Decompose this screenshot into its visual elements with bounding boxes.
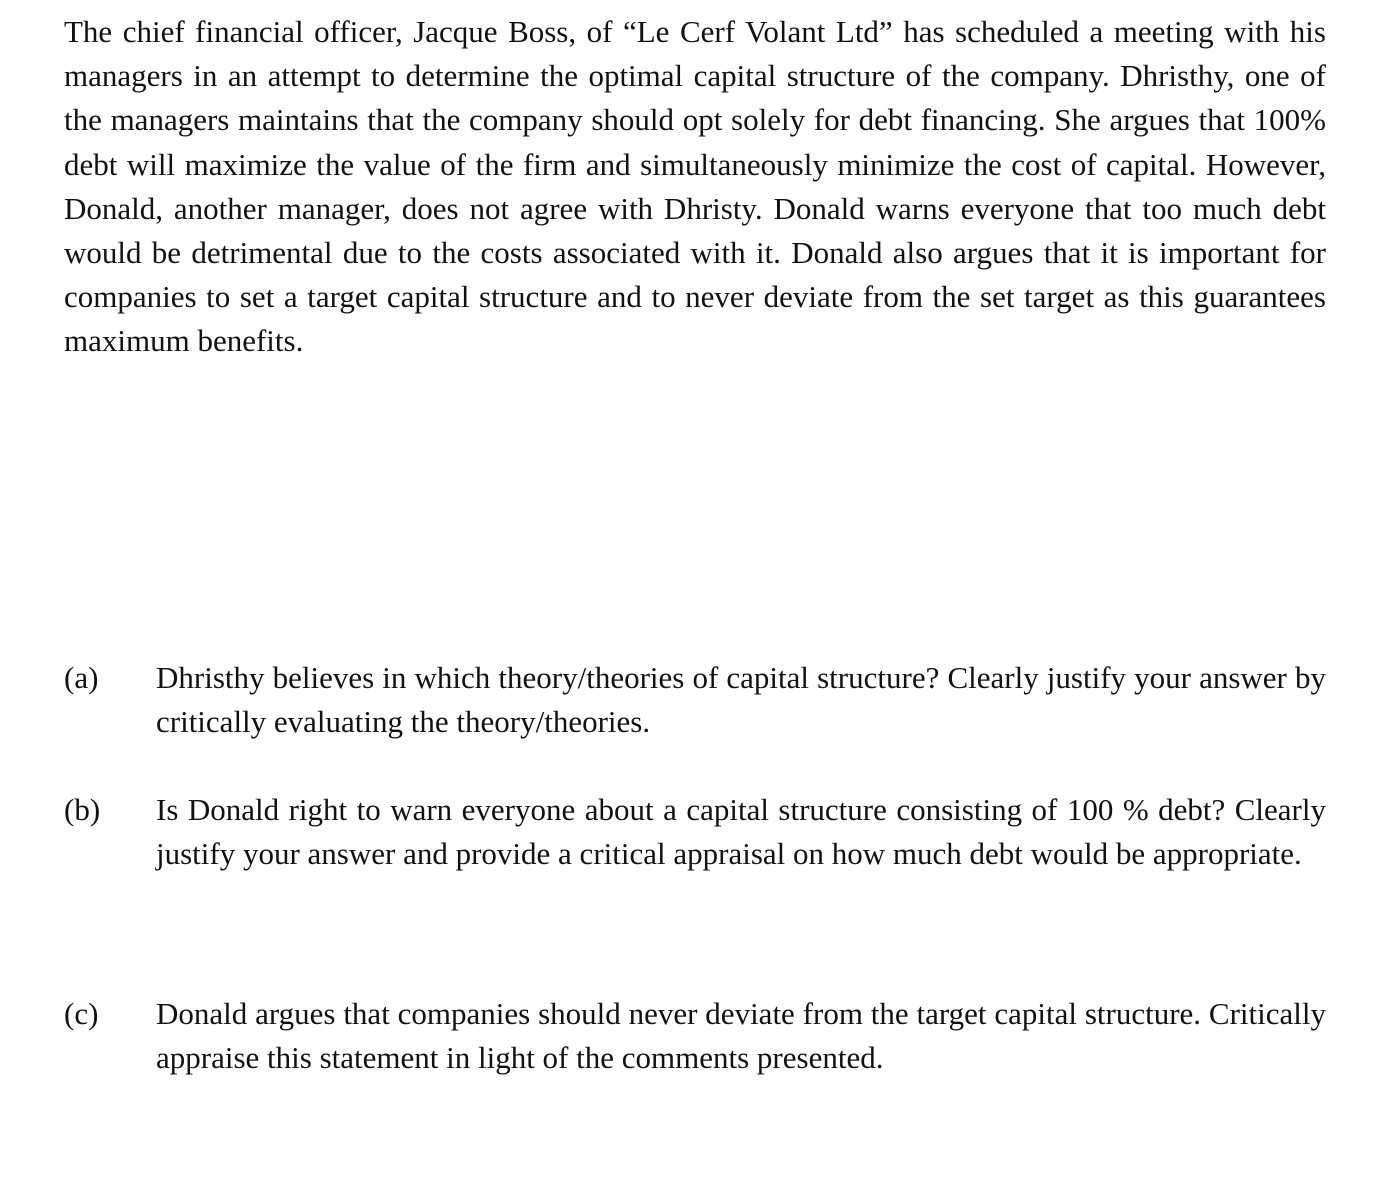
question-b-text: Is Donald right to warn everyone about a capital structure consisting of 100 % debt? Clearly justify your answer and provide a critical appraisal on how much debt would be appropriate. bbox=[156, 792, 1326, 872]
question-b-label: (b) bbox=[64, 792, 101, 827]
intro-paragraph: The chief financial officer, Jacque Boss, of “Le Cerf Volant Ltd” has scheduled a meeting with his managers in an attempt to determine the optimal capital structure of the company. Dhristhy, one of the managers maintains that the company should opt solely for debt financing. She argues that 100% debt will maximize the value of the firm and simultaneously minimize the cost of capital. However, Donald, another manager, does not agree with Dhristy. Donald warns everyone that too much debt would be detrimental due to the costs associated with it. Donald also argues that it is important for companies to set a target capital structure and to never deviate from the set target as this guarantees maximum benefits. bbox=[64, 14, 1326, 359]
question-c-label: (c) bbox=[64, 996, 99, 1031]
question-c-text: Donald argues that companies should never deviate from the target capital structure. Critically appraise this statement in light of the comments presented. bbox=[156, 996, 1326, 1076]
question-a-label: (a) bbox=[64, 660, 99, 695]
question-a-text: Dhristhy believes in which theory/theories of capital structure? Clearly justify your answer by critically evaluating the theory/theories. bbox=[156, 660, 1326, 740]
